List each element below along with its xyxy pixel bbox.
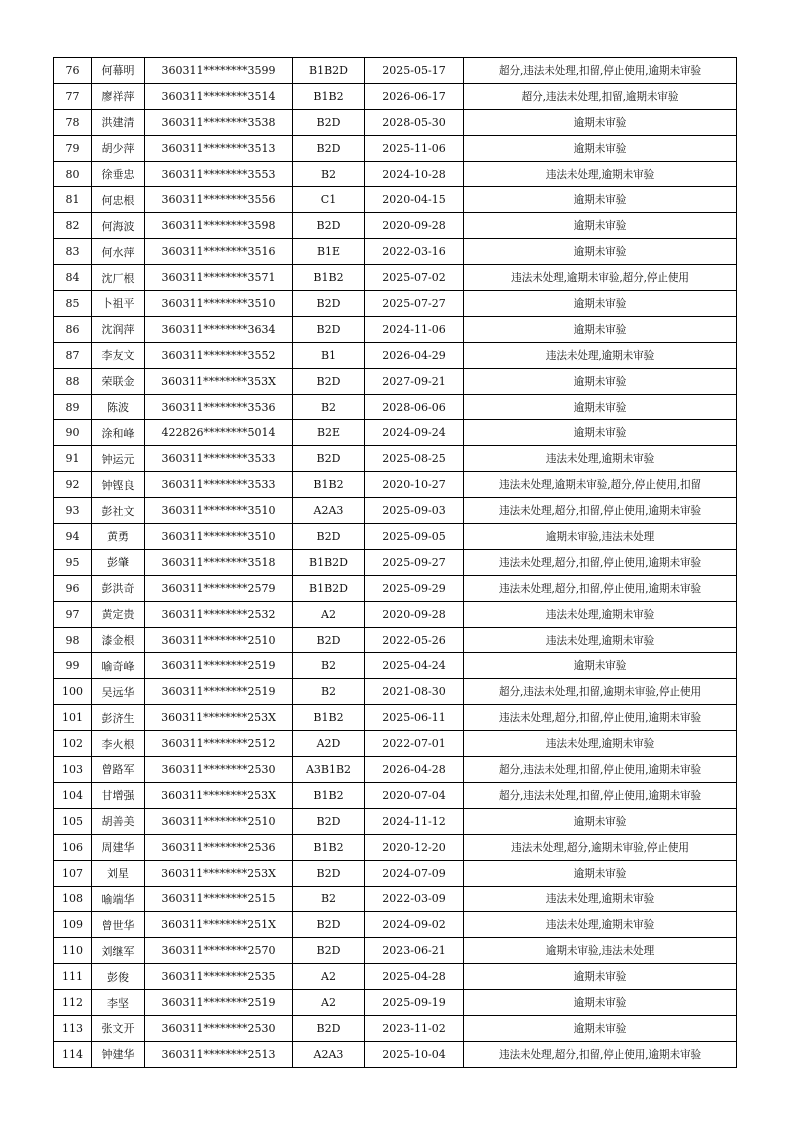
cell-id-number: 360311********3634	[145, 316, 293, 342]
cell-license-class: B2D	[293, 524, 365, 550]
cell-date: 2021-08-30	[365, 679, 464, 705]
cell-status: 逾期未审验	[464, 109, 737, 135]
cell-number: 114	[54, 1041, 92, 1067]
cell-id-number: 360311********2535	[145, 964, 293, 990]
table-row	[54, 782, 737, 808]
cell-license-class: B1B2D	[293, 549, 365, 575]
cell-id-number: 360311********2530	[145, 1015, 293, 1041]
cell-status: 逾期未审验	[464, 808, 737, 834]
cell-license-class: B1B2D	[293, 575, 365, 601]
cell-id-number: 360311********3510	[145, 498, 293, 524]
cell-id-number: 360311********2519	[145, 653, 293, 679]
cell-number: 96	[54, 575, 92, 601]
cell-date: 2026-04-29	[365, 342, 464, 368]
cell-license-class: B2D	[293, 446, 365, 472]
cell-number: 103	[54, 757, 92, 783]
cell-license-class: B2D	[293, 291, 365, 317]
cell-name: 徐垂忠	[92, 161, 145, 187]
cell-number: 113	[54, 1015, 92, 1041]
cell-license-class: B1B2	[293, 265, 365, 291]
cell-date: 2026-06-17	[365, 83, 464, 109]
cell-id-number: 360311********3533	[145, 446, 293, 472]
cell-number: 79	[54, 135, 92, 161]
cell-number: 93	[54, 498, 92, 524]
cell-number: 83	[54, 239, 92, 265]
cell-date: 2025-09-05	[365, 524, 464, 550]
cell-date: 2025-09-19	[365, 990, 464, 1016]
cell-id-number: 360311********253X	[145, 705, 293, 731]
cell-status: 逾期未审验	[464, 394, 737, 420]
table-row	[54, 291, 737, 317]
cell-id-number: 360311********251X	[145, 912, 293, 938]
table-row	[54, 83, 737, 109]
cell-date: 2025-07-02	[365, 265, 464, 291]
cell-license-class: B2D	[293, 808, 365, 834]
cell-id-number: 360311********2536	[145, 834, 293, 860]
cell-date: 2020-09-28	[365, 601, 464, 627]
cell-date: 2020-10-27	[365, 472, 464, 498]
cell-license-class: B2D	[293, 912, 365, 938]
cell-name: 何海波	[92, 213, 145, 239]
cell-name: 彭肇	[92, 549, 145, 575]
cell-id-number: 360311********3553	[145, 161, 293, 187]
cell-license-class: A2	[293, 990, 365, 1016]
cell-id-number: 360311********3536	[145, 394, 293, 420]
cell-id-number: 360311********353X	[145, 368, 293, 394]
cell-license-class: B1B2	[293, 834, 365, 860]
cell-name: 胡少萍	[92, 135, 145, 161]
cell-status: 逾期未审验	[464, 135, 737, 161]
cell-license-class: B1	[293, 342, 365, 368]
cell-license-class: B2D	[293, 109, 365, 135]
table-row	[54, 342, 737, 368]
cell-number: 106	[54, 834, 92, 860]
cell-date: 2025-04-24	[365, 653, 464, 679]
cell-status: 逾期未审验	[464, 368, 737, 394]
cell-number: 88	[54, 368, 92, 394]
cell-date: 2020-09-28	[365, 213, 464, 239]
cell-date: 2024-09-24	[365, 420, 464, 446]
cell-date: 2025-10-04	[365, 1041, 464, 1067]
cell-date: 2025-06-11	[365, 705, 464, 731]
cell-date: 2023-06-21	[365, 938, 464, 964]
table-row	[54, 446, 737, 472]
cell-status: 超分,违法未处理,扣留,逾期未审验,停止使用	[464, 679, 737, 705]
document-page	[53, 57, 736, 1068]
table-row	[54, 964, 737, 990]
cell-date: 2024-11-12	[365, 808, 464, 834]
table-row	[54, 860, 737, 886]
cell-id-number: 360311********3514	[145, 83, 293, 109]
cell-id-number: 360311********253X	[145, 782, 293, 808]
cell-status: 超分,违法未处理,扣留,逾期未审验	[464, 83, 737, 109]
table-row	[54, 524, 737, 550]
cell-id-number: 360311********3513	[145, 135, 293, 161]
cell-date: 2025-08-25	[365, 446, 464, 472]
cell-number: 110	[54, 938, 92, 964]
cell-status: 超分,违法未处理,扣留,停止使用,逾期未审验	[464, 757, 737, 783]
cell-date: 2028-06-06	[365, 394, 464, 420]
cell-license-class: B2D	[293, 627, 365, 653]
cell-status: 违法未处理,逾期未审验	[464, 161, 737, 187]
cell-name: 沈厂根	[92, 265, 145, 291]
cell-id-number: 360311********3556	[145, 187, 293, 213]
cell-license-class: B1B2	[293, 83, 365, 109]
cell-number: 78	[54, 109, 92, 135]
cell-date: 2023-11-02	[365, 1015, 464, 1041]
cell-date: 2022-05-26	[365, 627, 464, 653]
cell-license-class: A2D	[293, 731, 365, 757]
cell-id-number: 360311********3538	[145, 109, 293, 135]
cell-name: 甘增强	[92, 782, 145, 808]
cell-number: 85	[54, 291, 92, 317]
cell-id-number: 360311********2513	[145, 1041, 293, 1067]
cell-name: 何幕明	[92, 58, 145, 84]
table-body	[54, 58, 737, 1068]
cell-id-number: 360311********2515	[145, 886, 293, 912]
cell-date: 2022-03-16	[365, 239, 464, 265]
cell-name: 李友文	[92, 342, 145, 368]
cell-name: 胡善美	[92, 808, 145, 834]
table-row	[54, 420, 737, 446]
cell-license-class: B2	[293, 653, 365, 679]
table-row	[54, 109, 737, 135]
cell-name: 曾世华	[92, 912, 145, 938]
cell-status: 违法未处理,逾期未审验	[464, 912, 737, 938]
cell-date: 2024-10-28	[365, 161, 464, 187]
cell-license-class: A2A3	[293, 498, 365, 524]
table-row	[54, 627, 737, 653]
cell-license-class: B2	[293, 886, 365, 912]
cell-status: 逾期未审验	[464, 213, 737, 239]
cell-status: 违法未处理,逾期未审验	[464, 601, 737, 627]
cell-number: 97	[54, 601, 92, 627]
cell-date: 2024-07-09	[365, 860, 464, 886]
table-row	[54, 265, 737, 291]
cell-status: 违法未处理,逾期未审验	[464, 627, 737, 653]
cell-number: 86	[54, 316, 92, 342]
cell-status: 逾期未审验	[464, 653, 737, 679]
cell-id-number: 360311********2532	[145, 601, 293, 627]
cell-name: 张文开	[92, 1015, 145, 1041]
cell-id-number: 360311********2510	[145, 808, 293, 834]
cell-number: 82	[54, 213, 92, 239]
cell-license-class: B1B2D	[293, 58, 365, 84]
cell-date: 2025-05-17	[365, 58, 464, 84]
cell-license-class: B2D	[293, 135, 365, 161]
cell-id-number: 360311********3516	[145, 239, 293, 265]
cell-date: 2025-07-27	[365, 291, 464, 317]
table-row	[54, 213, 737, 239]
cell-license-class: B1E	[293, 239, 365, 265]
table-row	[54, 653, 737, 679]
cell-number: 95	[54, 549, 92, 575]
cell-name: 廖祥萍	[92, 83, 145, 109]
cell-date: 2025-11-06	[365, 135, 464, 161]
cell-status: 逾期未审验	[464, 964, 737, 990]
cell-date: 2024-09-02	[365, 912, 464, 938]
cell-status: 违法未处理,超分,扣留,停止使用,逾期未审验	[464, 1041, 737, 1067]
cell-date: 2025-09-27	[365, 549, 464, 575]
cell-id-number: 360311********3571	[145, 265, 293, 291]
table-row	[54, 938, 737, 964]
cell-date: 2020-04-15	[365, 187, 464, 213]
cell-name: 钟建华	[92, 1041, 145, 1067]
cell-id-number: 360311********3599	[145, 58, 293, 84]
cell-number: 107	[54, 860, 92, 886]
cell-status: 超分,违法未处理,扣留,停止使用,逾期未审验	[464, 58, 737, 84]
cell-name: 彭俊	[92, 964, 145, 990]
cell-id-number: 422826********5014	[145, 420, 293, 446]
cell-id-number: 360311********2519	[145, 679, 293, 705]
cell-license-class: B2	[293, 394, 365, 420]
cell-number: 108	[54, 886, 92, 912]
cell-name: 漆金根	[92, 627, 145, 653]
cell-status: 违法未处理,超分,逾期未审验,停止使用	[464, 834, 737, 860]
cell-number: 81	[54, 187, 92, 213]
cell-date: 2026-04-28	[365, 757, 464, 783]
cell-number: 90	[54, 420, 92, 446]
cell-number: 100	[54, 679, 92, 705]
table-row	[54, 187, 737, 213]
table-row	[54, 394, 737, 420]
cell-name: 刘继军	[92, 938, 145, 964]
table-row	[54, 498, 737, 524]
cell-status: 逾期未审验,违法未处理	[464, 524, 737, 550]
cell-date: 2020-12-20	[365, 834, 464, 860]
cell-date: 2025-09-29	[365, 575, 464, 601]
table-row	[54, 731, 737, 757]
cell-name: 钟运元	[92, 446, 145, 472]
cell-id-number: 360311********2512	[145, 731, 293, 757]
cell-license-class: B2	[293, 161, 365, 187]
cell-status: 逾期未审验	[464, 420, 737, 446]
cell-name: 洪建清	[92, 109, 145, 135]
cell-status: 逾期未审验	[464, 316, 737, 342]
cell-id-number: 360311********3510	[145, 524, 293, 550]
cell-number: 89	[54, 394, 92, 420]
table-row	[54, 679, 737, 705]
table-row	[54, 58, 737, 84]
cell-number: 109	[54, 912, 92, 938]
table-row	[54, 705, 737, 731]
cell-license-class: B1B2	[293, 705, 365, 731]
cell-id-number: 360311********2519	[145, 990, 293, 1016]
cell-date: 2024-11-06	[365, 316, 464, 342]
cell-number: 76	[54, 58, 92, 84]
cell-number: 104	[54, 782, 92, 808]
cell-id-number: 360311********3533	[145, 472, 293, 498]
cell-name: 荣联金	[92, 368, 145, 394]
cell-license-class: A2	[293, 601, 365, 627]
cell-status: 超分,违法未处理,扣留,停止使用,逾期未审验	[464, 782, 737, 808]
cell-name: 钟铿良	[92, 472, 145, 498]
table-row	[54, 886, 737, 912]
cell-name: 喻奇峰	[92, 653, 145, 679]
cell-name: 周建华	[92, 834, 145, 860]
cell-status: 逾期未审验	[464, 239, 737, 265]
cell-number: 98	[54, 627, 92, 653]
cell-name: 喻端华	[92, 886, 145, 912]
cell-number: 94	[54, 524, 92, 550]
cell-name: 黄定贵	[92, 601, 145, 627]
table-row	[54, 1015, 737, 1041]
cell-id-number: 360311********3552	[145, 342, 293, 368]
cell-license-class: B2D	[293, 213, 365, 239]
table-row	[54, 601, 737, 627]
cell-name: 彭济生	[92, 705, 145, 731]
cell-id-number: 360311********2510	[145, 627, 293, 653]
cell-status: 违法未处理,逾期未审验	[464, 886, 737, 912]
cell-date: 2028-05-30	[365, 109, 464, 135]
cell-id-number: 360311********2530	[145, 757, 293, 783]
table-row	[54, 239, 737, 265]
cell-number: 91	[54, 446, 92, 472]
cell-date: 2027-09-21	[365, 368, 464, 394]
table-row	[54, 316, 737, 342]
cell-status: 逾期未审验	[464, 1015, 737, 1041]
cell-license-class: B2D	[293, 316, 365, 342]
cell-number: 105	[54, 808, 92, 834]
cell-id-number: 360311********253X	[145, 860, 293, 886]
cell-status: 违法未处理,超分,扣留,停止使用,逾期未审验	[464, 498, 737, 524]
table-row	[54, 757, 737, 783]
cell-status: 逾期未审验	[464, 990, 737, 1016]
cell-status: 违法未处理,超分,扣留,停止使用,逾期未审验	[464, 705, 737, 731]
table-row	[54, 549, 737, 575]
cell-date: 2020-07-04	[365, 782, 464, 808]
cell-license-class: B2D	[293, 860, 365, 886]
table-row	[54, 472, 737, 498]
cell-id-number: 360311********2579	[145, 575, 293, 601]
cell-name: 何忠根	[92, 187, 145, 213]
cell-name: 何水萍	[92, 239, 145, 265]
cell-license-class: B2E	[293, 420, 365, 446]
cell-license-class: B2D	[293, 368, 365, 394]
cell-number: 99	[54, 653, 92, 679]
cell-status: 逾期未审验	[464, 291, 737, 317]
cell-license-class: A2A3	[293, 1041, 365, 1067]
cell-status: 违法未处理,超分,扣留,停止使用,逾期未审验	[464, 549, 737, 575]
cell-number: 92	[54, 472, 92, 498]
cell-status: 违法未处理,逾期未审验	[464, 342, 737, 368]
cell-license-class: B2	[293, 679, 365, 705]
table-row	[54, 834, 737, 860]
cell-date: 2022-07-01	[365, 731, 464, 757]
cell-date: 2025-04-28	[365, 964, 464, 990]
table-row	[54, 135, 737, 161]
cell-number: 111	[54, 964, 92, 990]
cell-name: 彭社文	[92, 498, 145, 524]
cell-name: 李火根	[92, 731, 145, 757]
cell-license-class: A2	[293, 964, 365, 990]
cell-number: 112	[54, 990, 92, 1016]
cell-status: 逾期未审验	[464, 860, 737, 886]
cell-number: 77	[54, 83, 92, 109]
cell-status: 违法未处理,逾期未审验	[464, 731, 737, 757]
driver-license-table	[53, 57, 737, 1068]
cell-number: 101	[54, 705, 92, 731]
cell-name: 涂和峰	[92, 420, 145, 446]
cell-number: 80	[54, 161, 92, 187]
cell-status: 逾期未审验,违法未处理	[464, 938, 737, 964]
table-row	[54, 990, 737, 1016]
cell-name: 陈波	[92, 394, 145, 420]
table-row	[54, 912, 737, 938]
cell-name: 刘星	[92, 860, 145, 886]
cell-license-class: B2D	[293, 1015, 365, 1041]
cell-date: 2022-03-09	[365, 886, 464, 912]
cell-id-number: 360311********3510	[145, 291, 293, 317]
cell-status: 违法未处理,逾期未审验	[464, 446, 737, 472]
cell-license-class: B2D	[293, 938, 365, 964]
cell-status: 违法未处理,逾期未审验,超分,停止使用	[464, 265, 737, 291]
cell-id-number: 360311********2570	[145, 938, 293, 964]
cell-license-class: B1B2	[293, 472, 365, 498]
cell-name: 吴远华	[92, 679, 145, 705]
cell-license-class: A3B1B2	[293, 757, 365, 783]
table-row	[54, 368, 737, 394]
cell-id-number: 360311********3518	[145, 549, 293, 575]
cell-date: 2025-09-03	[365, 498, 464, 524]
cell-name: 李坚	[92, 990, 145, 1016]
cell-name: 沈润萍	[92, 316, 145, 342]
cell-number: 102	[54, 731, 92, 757]
table-row	[54, 808, 737, 834]
cell-name: 黄勇	[92, 524, 145, 550]
cell-name: 彭洪奇	[92, 575, 145, 601]
cell-license-class: C1	[293, 187, 365, 213]
cell-id-number: 360311********3598	[145, 213, 293, 239]
cell-number: 84	[54, 265, 92, 291]
table-row	[54, 1041, 737, 1067]
cell-status: 逾期未审验	[464, 187, 737, 213]
cell-status: 违法未处理,逾期未审验,超分,停止使用,扣留	[464, 472, 737, 498]
cell-number: 87	[54, 342, 92, 368]
cell-name: 曾路军	[92, 757, 145, 783]
cell-status: 违法未处理,超分,扣留,停止使用,逾期未审验	[464, 575, 737, 601]
cell-name: 卜祖平	[92, 291, 145, 317]
table-row	[54, 575, 737, 601]
cell-license-class: B1B2	[293, 782, 365, 808]
table-row	[54, 161, 737, 187]
